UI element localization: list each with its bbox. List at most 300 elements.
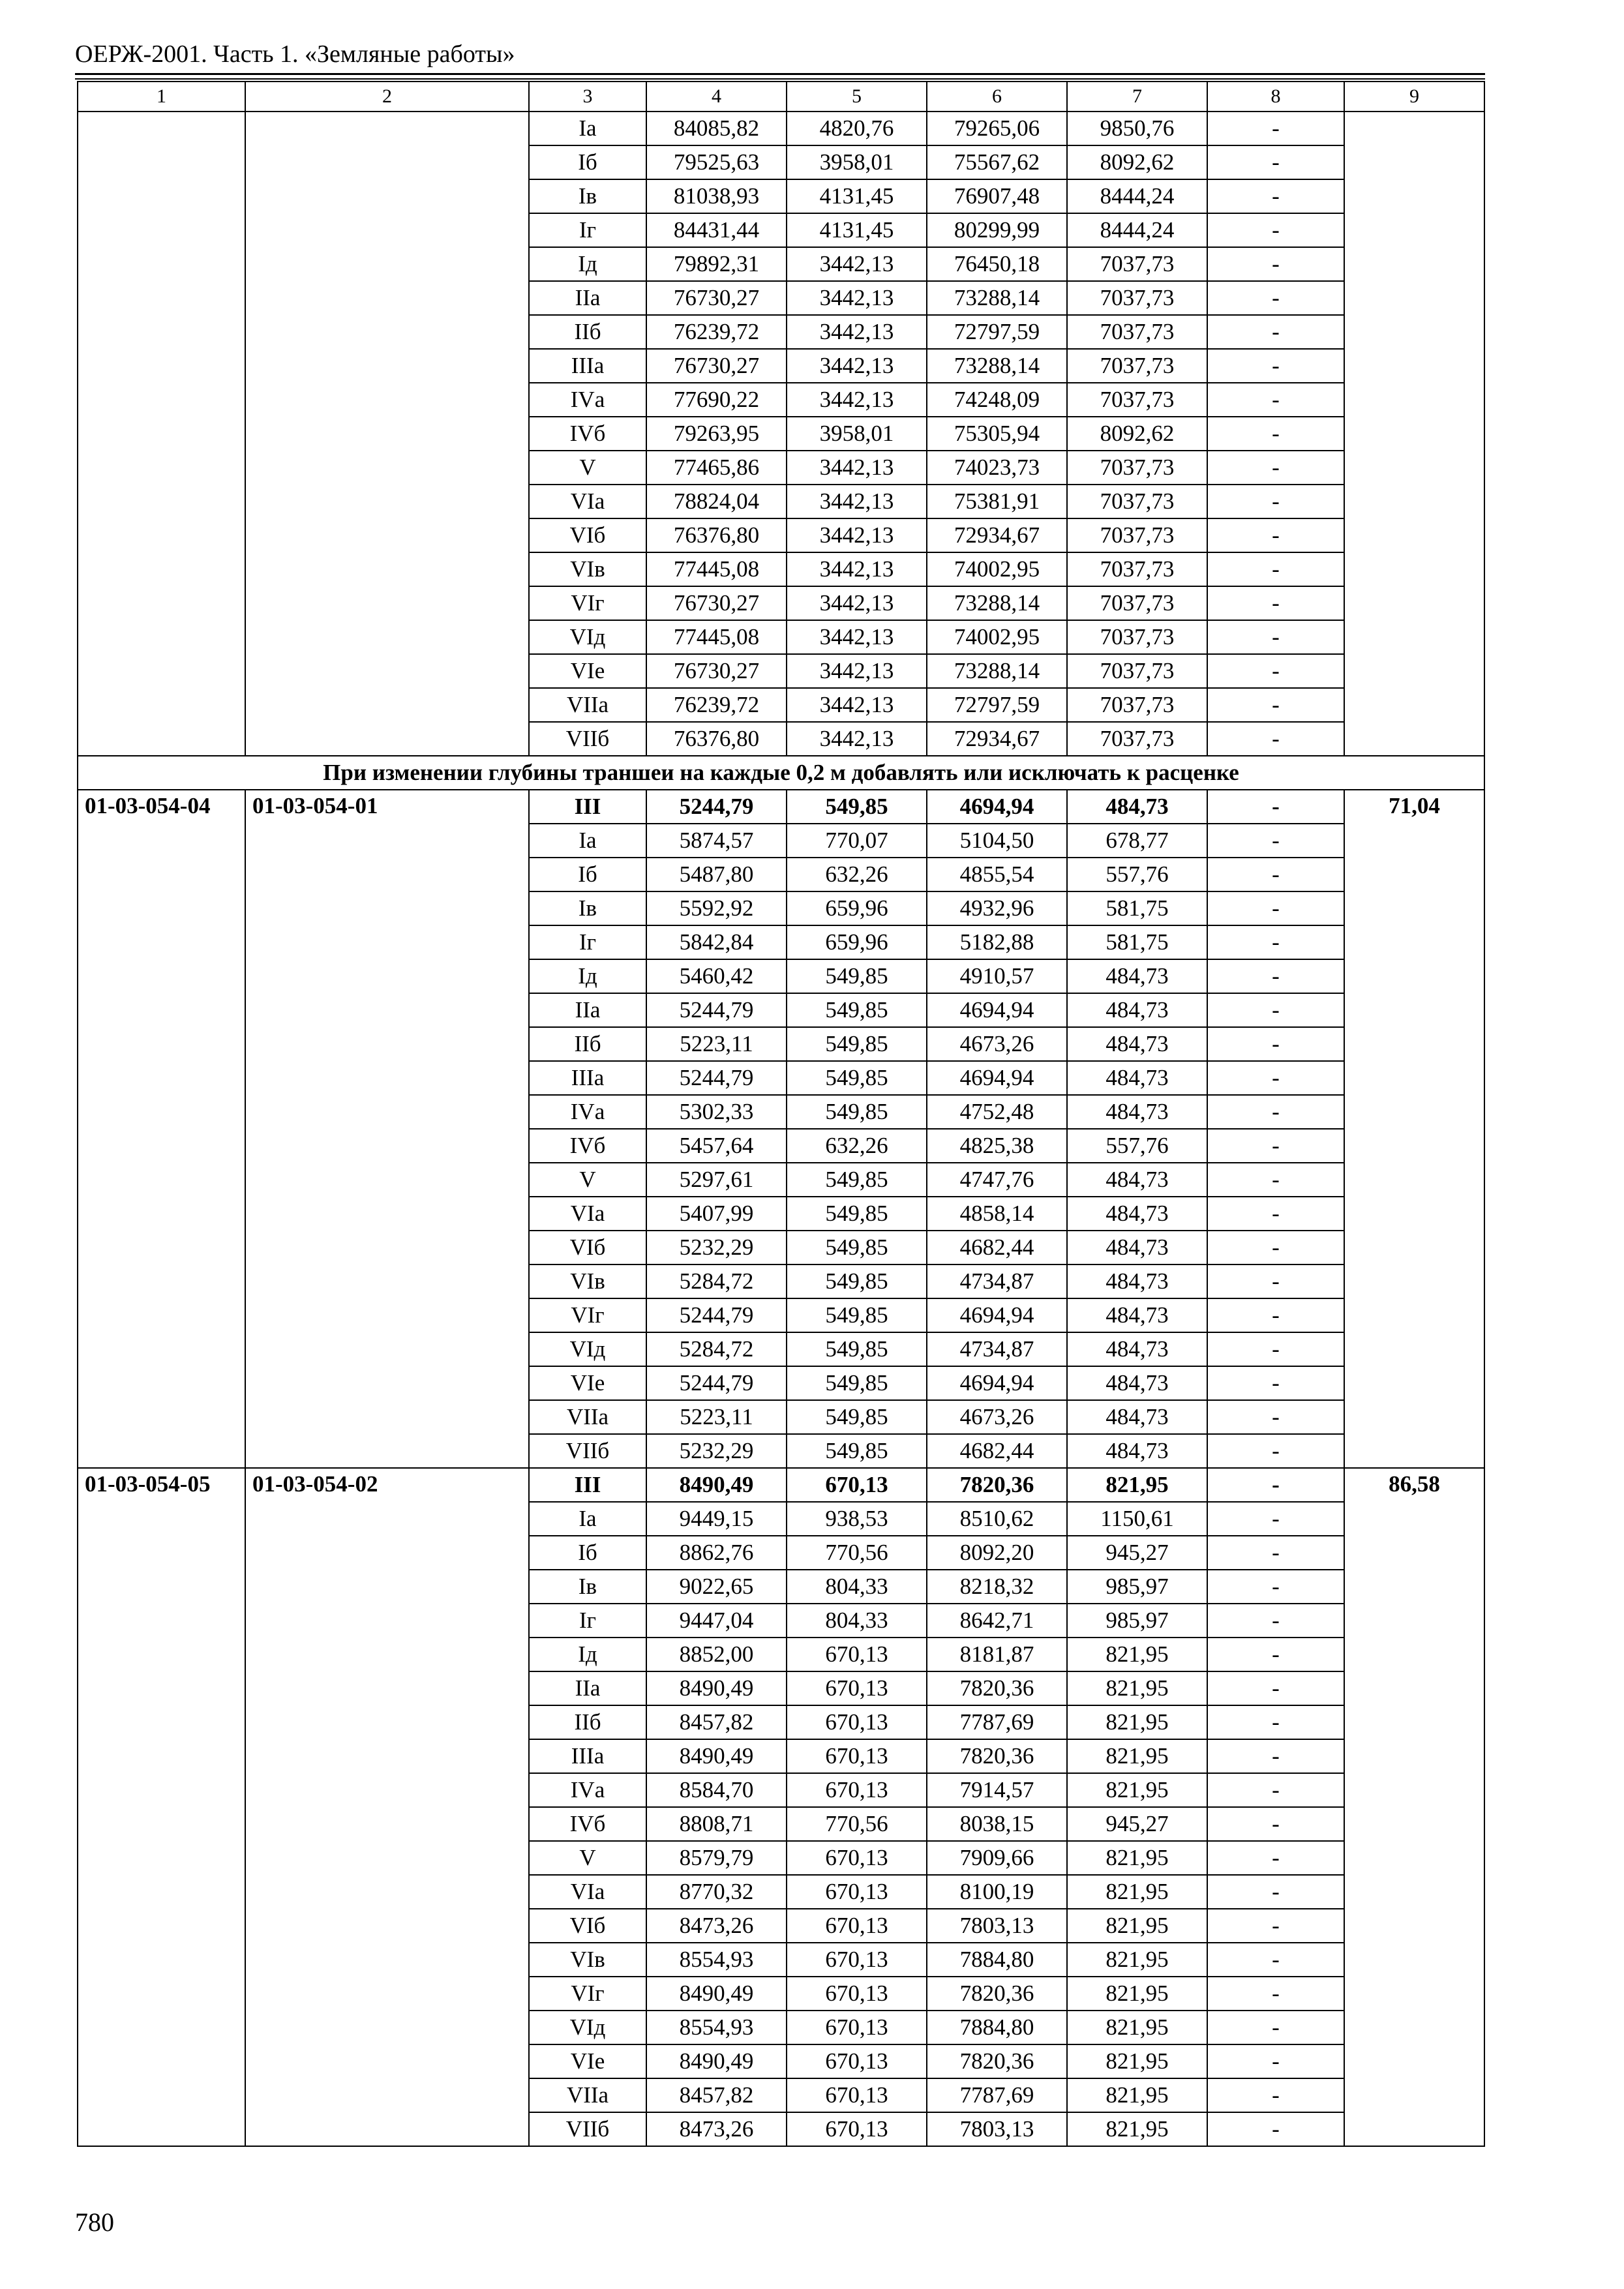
table-cell: 4673,26	[927, 1027, 1067, 1061]
table-cell: 4855,54	[927, 858, 1067, 891]
table-cell: VIе	[529, 2044, 646, 2078]
table-cell: 4682,44	[927, 1434, 1067, 1468]
table-cell: 3442,13	[787, 586, 927, 620]
table-cell: Iд	[529, 1638, 646, 1671]
table-cell: 76730,27	[646, 586, 787, 620]
table-cell: 4734,87	[927, 1264, 1067, 1298]
table-cell: 8852,00	[646, 1638, 787, 1671]
table-cell: 76730,27	[646, 654, 787, 688]
table-cell: 4932,96	[927, 891, 1067, 925]
table-cell: 7037,73	[1067, 247, 1207, 281]
table-cell: -	[1207, 2044, 1344, 2078]
table-cell: IIа	[529, 993, 646, 1027]
table-cell: 5244,79	[646, 1061, 787, 1095]
table-cell: 549,85	[787, 1163, 927, 1197]
table-cell: -	[1207, 858, 1344, 891]
table-cell: 670,13	[787, 1739, 927, 1773]
table-cell: 670,13	[787, 1909, 927, 1943]
table-cell: 7037,73	[1067, 485, 1207, 518]
table-cell: 670,13	[787, 1468, 927, 1502]
table-cell: Iг	[529, 1604, 646, 1638]
table-cell: 549,85	[787, 1400, 927, 1434]
table-cell: 821,95	[1067, 1875, 1207, 1909]
table-cell: 73288,14	[927, 349, 1067, 383]
table-cell: 821,95	[1067, 2078, 1207, 2112]
table-cell: 670,13	[787, 1943, 927, 1977]
table-cell: 8554,93	[646, 1943, 787, 1977]
table-cell: -	[1207, 2112, 1344, 2146]
table-cell: 4682,44	[927, 1231, 1067, 1264]
table-cell: 3442,13	[787, 315, 927, 349]
table-cell: 985,97	[1067, 1604, 1207, 1638]
table-cell: -	[1207, 451, 1344, 485]
table-cell: 7884,80	[927, 1943, 1067, 1977]
table-cell: 4131,45	[787, 213, 927, 247]
table-cell: -	[1207, 1638, 1344, 1671]
table-cell: IVб	[529, 1807, 646, 1841]
table-cell: Iг	[529, 925, 646, 959]
table-cell: 804,33	[787, 1570, 927, 1604]
table-cell: 8444,24	[1067, 213, 1207, 247]
table-cell: 74023,73	[927, 451, 1067, 485]
table-cell: 79525,63	[646, 145, 787, 179]
table-cell: 7037,73	[1067, 451, 1207, 485]
table-cell: IIIа	[529, 1739, 646, 1773]
table-cell: III	[529, 1468, 646, 1502]
table-cell: VIд	[529, 620, 646, 654]
table-cell: 484,73	[1067, 1027, 1207, 1061]
table-cell: 670,13	[787, 2011, 927, 2044]
table-cell: IIб	[529, 1027, 646, 1061]
table-cell: -	[1207, 179, 1344, 213]
table-cell: VIIа	[529, 2078, 646, 2112]
table-cell: 81038,93	[646, 179, 787, 213]
table-cell: -	[1207, 1570, 1344, 1604]
table-row	[78, 112, 1484, 145]
table-cell: 770,56	[787, 1807, 927, 1841]
table-cell: -	[1207, 824, 1344, 858]
table-cell: 549,85	[787, 1231, 927, 1264]
table-cell: 670,13	[787, 1977, 927, 2011]
table-cell: VIг	[529, 1298, 646, 1332]
table-cell: 75305,94	[927, 417, 1067, 451]
table-cell: 659,96	[787, 925, 927, 959]
ref-cell-empty	[245, 112, 529, 756]
column-number-row	[78, 82, 1484, 112]
table-cell: 3442,13	[787, 620, 927, 654]
table-cell: 4694,94	[927, 993, 1067, 1027]
table-cell: 3442,13	[787, 518, 927, 552]
table-cell: 7803,13	[927, 2112, 1067, 2146]
table-cell: 804,33	[787, 1604, 927, 1638]
table-cell: -	[1207, 1061, 1344, 1095]
table-cell: VIе	[529, 1366, 646, 1400]
table-cell: 79265,06	[927, 112, 1067, 145]
header-rule-thin	[75, 78, 1485, 80]
table-cell: 3442,13	[787, 383, 927, 417]
table-cell: 7037,73	[1067, 518, 1207, 552]
table-cell: 7787,69	[927, 2078, 1067, 2112]
table-cell: 484,73	[1067, 1197, 1207, 1231]
column-number: 1	[78, 82, 245, 112]
table-cell: 75381,91	[927, 485, 1067, 518]
table-cell: Iа	[529, 1502, 646, 1536]
table-cell: -	[1207, 586, 1344, 620]
table-cell: 4910,57	[927, 959, 1067, 993]
table-cell: 76239,72	[646, 315, 787, 349]
table-cell: 7914,57	[927, 1773, 1067, 1807]
table-cell: 5223,11	[646, 1027, 787, 1061]
table-cell: -	[1207, 2078, 1344, 2112]
table-cell: 7037,73	[1067, 383, 1207, 417]
table-cell: VIIа	[529, 1400, 646, 1434]
table-cell: 7037,73	[1067, 281, 1207, 315]
table-cell: 84085,82	[646, 112, 787, 145]
table-cell: 670,13	[787, 1773, 927, 1807]
table-cell: 76239,72	[646, 688, 787, 722]
table-cell: 77465,86	[646, 451, 787, 485]
table-cell: 549,85	[787, 790, 927, 824]
table-cell: 4734,87	[927, 1332, 1067, 1366]
table-cell: 77445,08	[646, 552, 787, 586]
table-cell: -	[1207, 1163, 1344, 1197]
table-cell: 8181,87	[927, 1638, 1067, 1671]
table-cell: -	[1207, 891, 1344, 925]
table-cell: 484,73	[1067, 790, 1207, 824]
table-cell: 821,95	[1067, 1909, 1207, 1943]
table-cell: 5244,79	[646, 1298, 787, 1332]
table-cell: 670,13	[787, 1638, 927, 1671]
table-cell: 3442,13	[787, 247, 927, 281]
table-cell: 670,13	[787, 1875, 927, 1909]
column-number: 5	[787, 82, 927, 112]
column-number: 4	[646, 82, 787, 112]
table-cell: 549,85	[787, 1264, 927, 1298]
reference-code: 01-03-054-02	[245, 1468, 529, 2146]
table-cell: 8554,93	[646, 2011, 787, 2044]
table-cell: 5104,50	[927, 824, 1067, 858]
table-cell: 7037,73	[1067, 654, 1207, 688]
column-number: 9	[1344, 82, 1484, 112]
table-cell: 484,73	[1067, 959, 1207, 993]
table-cell: 73288,14	[927, 654, 1067, 688]
table-cell: 5297,61	[646, 1163, 787, 1197]
table-cell: 76907,48	[927, 179, 1067, 213]
table-cell: VIе	[529, 654, 646, 688]
table-cell: -	[1207, 1468, 1344, 1502]
table-cell: -	[1207, 620, 1344, 654]
table-cell: 76730,27	[646, 349, 787, 383]
table-cell: 484,73	[1067, 1264, 1207, 1298]
table-cell: 8490,49	[646, 1468, 787, 1502]
table-cell: -	[1207, 485, 1344, 518]
table-cell: -	[1207, 925, 1344, 959]
table-cell: -	[1207, 1943, 1344, 1977]
table-cell: 484,73	[1067, 1061, 1207, 1095]
table-cell: 770,56	[787, 1536, 927, 1570]
table-cell: 4131,45	[787, 179, 927, 213]
table-cell: 73288,14	[927, 281, 1067, 315]
table-cell: 9449,15	[646, 1502, 787, 1536]
table-cell: 670,13	[787, 1671, 927, 1705]
table-cell: 821,95	[1067, 2044, 1207, 2078]
table-cell: IVб	[529, 1129, 646, 1163]
table-cell: 5457,64	[646, 1129, 787, 1163]
table-cell: 549,85	[787, 993, 927, 1027]
rate-code: 01-03-054-04	[78, 790, 245, 1468]
table-cell: 8579,79	[646, 1841, 787, 1875]
table-cell: IIIа	[529, 349, 646, 383]
table-cell: 76730,27	[646, 281, 787, 315]
table-cell: 4752,48	[927, 1095, 1067, 1129]
table-cell: VIа	[529, 1875, 646, 1909]
table-cell: 8490,49	[646, 1977, 787, 2011]
table-cell: 5284,72	[646, 1332, 787, 1366]
table-cell: -	[1207, 1773, 1344, 1807]
table-cell: -	[1207, 112, 1344, 145]
table-cell: 8473,26	[646, 2112, 787, 2146]
table-cell: 5244,79	[646, 993, 787, 1027]
table-cell: -	[1207, 1095, 1344, 1129]
table-cell: 670,13	[787, 1705, 927, 1739]
table-cell: 670,13	[787, 2078, 927, 2112]
table-cell: 821,95	[1067, 1638, 1207, 1671]
table-cell: Iб	[529, 1536, 646, 1570]
table-cell: 72797,59	[927, 688, 1067, 722]
column-number: 8	[1207, 82, 1344, 112]
table-cell: 8473,26	[646, 1909, 787, 1943]
table-cell: -	[1207, 383, 1344, 417]
table-cell: 4825,38	[927, 1129, 1067, 1163]
table-cell: -	[1207, 2011, 1344, 2044]
table-cell: 8490,49	[646, 1671, 787, 1705]
table-cell: 7037,73	[1067, 349, 1207, 383]
table-cell: 3442,13	[787, 451, 927, 485]
table-cell: Iа	[529, 824, 646, 858]
table-cell: V	[529, 1841, 646, 1875]
table-cell: 74248,09	[927, 383, 1067, 417]
column-number: 6	[927, 82, 1067, 112]
table-cell: 74002,95	[927, 552, 1067, 586]
table-cell: -	[1207, 1231, 1344, 1264]
table-cell: 8808,71	[646, 1807, 787, 1841]
table-cell: 8457,82	[646, 2078, 787, 2112]
table-cell: 8100,19	[927, 1875, 1067, 1909]
column-number: 7	[1067, 82, 1207, 112]
table-cell: -	[1207, 1739, 1344, 1773]
running-header: ОЕРЖ-2001. Часть 1. «Земляные работы»	[75, 40, 515, 68]
table-cell: 821,95	[1067, 1943, 1207, 1977]
table-cell: 8457,82	[646, 1705, 787, 1739]
table-cell: 938,53	[787, 1502, 927, 1536]
table-cell: -	[1207, 213, 1344, 247]
table-cell: -	[1207, 654, 1344, 688]
column-number: 2	[245, 82, 529, 112]
table-cell: 76376,80	[646, 722, 787, 756]
reference-code: 01-03-054-01	[245, 790, 529, 1468]
table-cell: 3442,13	[787, 654, 927, 688]
column-number: 3	[529, 82, 646, 112]
table-cell: VIв	[529, 1943, 646, 1977]
total-value: 71,04	[1344, 790, 1484, 1468]
table-cell: 79263,95	[646, 417, 787, 451]
table-cell: 74002,95	[927, 620, 1067, 654]
table-cell: 5302,33	[646, 1095, 787, 1129]
table-cell: 7037,73	[1067, 586, 1207, 620]
table-cell: 821,95	[1067, 1739, 1207, 1773]
table-cell: 549,85	[787, 959, 927, 993]
table-cell: 7787,69	[927, 1705, 1067, 1739]
table-cell: -	[1207, 349, 1344, 383]
table-cell: 985,97	[1067, 1570, 1207, 1604]
table-cell: 5223,11	[646, 1400, 787, 1434]
table-cell: 79892,31	[646, 247, 787, 281]
table-cell: 4673,26	[927, 1400, 1067, 1434]
table-cell: VIIб	[529, 722, 646, 756]
table-cell: -	[1207, 790, 1344, 824]
table-cell: 75567,62	[927, 145, 1067, 179]
table-cell: 549,85	[787, 1332, 927, 1366]
table-cell: VIIб	[529, 1434, 646, 1468]
table-cell: 770,07	[787, 824, 927, 858]
table-cell: 4747,76	[927, 1163, 1067, 1197]
total-cell-empty	[1344, 112, 1484, 756]
table-cell: 821,95	[1067, 2112, 1207, 2146]
table-cell: VIIб	[529, 2112, 646, 2146]
table-cell: 8092,62	[1067, 417, 1207, 451]
page-number: 780	[75, 2207, 114, 2237]
table-cell: Iд	[529, 959, 646, 993]
table-cell: VIв	[529, 552, 646, 586]
section-note: При изменении глубины траншеи на каждые 0,2 м добавлять или исключать к расценке	[78, 756, 1484, 790]
table-cell: 5182,88	[927, 925, 1067, 959]
table-cell: 7037,73	[1067, 552, 1207, 586]
table-cell: 9850,76	[1067, 112, 1207, 145]
table-cell: -	[1207, 993, 1344, 1027]
table-cell: 4694,94	[927, 790, 1067, 824]
table-cell: 670,13	[787, 2112, 927, 2146]
table-cell: 5842,84	[646, 925, 787, 959]
table-cell: 484,73	[1067, 993, 1207, 1027]
table-cell: 76450,18	[927, 247, 1067, 281]
table-cell: 72934,67	[927, 722, 1067, 756]
table-cell: 7820,36	[927, 1468, 1067, 1502]
table-cell: IVа	[529, 1095, 646, 1129]
table-cell: VIд	[529, 2011, 646, 2044]
table-cell: 821,95	[1067, 1841, 1207, 1875]
table-cell: 484,73	[1067, 1434, 1207, 1468]
table-cell: 484,73	[1067, 1400, 1207, 1434]
table-cell: IIб	[529, 315, 646, 349]
table-cell: 9022,65	[646, 1570, 787, 1604]
table-cell: -	[1207, 552, 1344, 586]
table-cell: -	[1207, 1705, 1344, 1739]
table-cell: VIв	[529, 1264, 646, 1298]
table-cell: 3958,01	[787, 417, 927, 451]
table-cell: 670,13	[787, 1841, 927, 1875]
table-cell: Iб	[529, 858, 646, 891]
table-cell: -	[1207, 1129, 1344, 1163]
table-cell: 484,73	[1067, 1332, 1207, 1366]
table-cell: 8092,62	[1067, 145, 1207, 179]
table-cell: 80299,99	[927, 213, 1067, 247]
table-cell: 3442,13	[787, 485, 927, 518]
table-cell: 7909,66	[927, 1841, 1067, 1875]
table-cell: 484,73	[1067, 1366, 1207, 1400]
table-cell: 557,76	[1067, 1129, 1207, 1163]
table-cell: 3442,13	[787, 552, 927, 586]
table-cell: 549,85	[787, 1095, 927, 1129]
table-cell: 4858,14	[927, 1197, 1067, 1231]
table-cell: Iа	[529, 112, 646, 145]
table-cell: 670,13	[787, 2044, 927, 2078]
table-cell: 581,75	[1067, 891, 1207, 925]
header-rule	[75, 73, 1485, 75]
table-cell: 3442,13	[787, 281, 927, 315]
table-cell: -	[1207, 1502, 1344, 1536]
table-row	[78, 1468, 1484, 1502]
table-cell: -	[1207, 1841, 1344, 1875]
table-cell: IVа	[529, 383, 646, 417]
table-cell: -	[1207, 315, 1344, 349]
table-cell: -	[1207, 1875, 1344, 1909]
table-cell: Iб	[529, 145, 646, 179]
table-cell: Iд	[529, 247, 646, 281]
table-cell: 8218,32	[927, 1570, 1067, 1604]
table-cell: 5284,72	[646, 1264, 787, 1298]
table-cell: -	[1207, 417, 1344, 451]
table-cell: 7037,73	[1067, 688, 1207, 722]
table-cell: -	[1207, 145, 1344, 179]
table-row	[78, 790, 1484, 824]
table-cell: 3442,13	[787, 722, 927, 756]
table-cell: -	[1207, 1332, 1344, 1366]
table-cell: Iг	[529, 213, 646, 247]
table-cell: 5407,99	[646, 1197, 787, 1231]
table-cell: -	[1207, 1027, 1344, 1061]
table-cell: 7820,36	[927, 2044, 1067, 2078]
table-cell: 5487,80	[646, 858, 787, 891]
table-cell: Iв	[529, 1570, 646, 1604]
table-cell: 7820,36	[927, 1739, 1067, 1773]
table-cell: 84431,44	[646, 213, 787, 247]
table-cell: -	[1207, 1807, 1344, 1841]
table-cell: IIа	[529, 281, 646, 315]
table-cell: 821,95	[1067, 2011, 1207, 2044]
table-cell: 8584,70	[646, 1773, 787, 1807]
table-cell: 484,73	[1067, 1163, 1207, 1197]
table-cell: VIг	[529, 586, 646, 620]
table-cell: 5460,42	[646, 959, 787, 993]
table-cell: 8770,32	[646, 1875, 787, 1909]
table-cell: 5592,92	[646, 891, 787, 925]
table-cell: IIIа	[529, 1061, 646, 1095]
table-cell: 8490,49	[646, 1739, 787, 1773]
total-value: 86,58	[1344, 1468, 1484, 2146]
table-cell: VIа	[529, 1197, 646, 1231]
table-cell: 3442,13	[787, 688, 927, 722]
table-cell: 549,85	[787, 1027, 927, 1061]
table-cell: 484,73	[1067, 1231, 1207, 1264]
table-cell: -	[1207, 518, 1344, 552]
table-cell: 821,95	[1067, 1977, 1207, 2011]
table-cell: 8510,62	[927, 1502, 1067, 1536]
table-cell: V	[529, 451, 646, 485]
table-cell: 9447,04	[646, 1604, 787, 1638]
table-cell: 581,75	[1067, 925, 1207, 959]
table-cell: -	[1207, 1909, 1344, 1943]
table-cell: VIд	[529, 1332, 646, 1366]
